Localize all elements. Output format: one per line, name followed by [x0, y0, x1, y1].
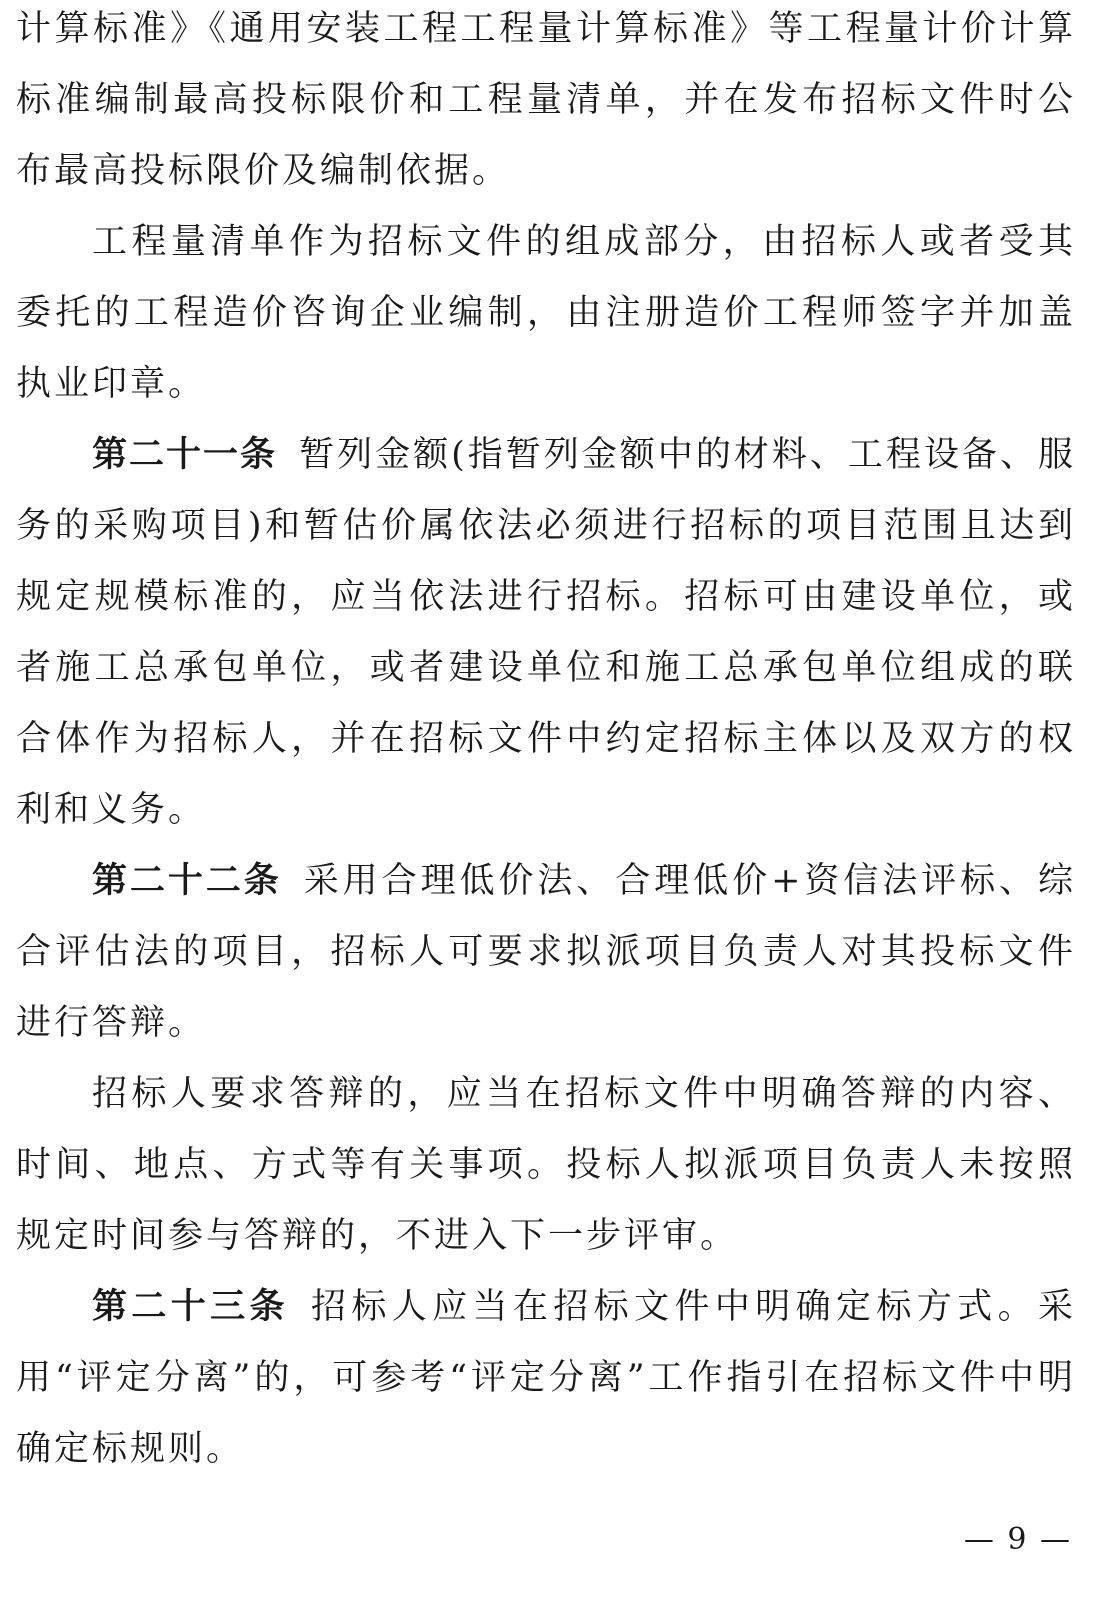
article-text: 招标人应当在招标文件中明确定标方式。采用“评定分离”的，可参考“评定分离”工作指引在招标文件中明确定标规则。 [16, 1287, 1076, 1469]
page-number: — 9 — [963, 1522, 1072, 1557]
article-text: 采用合理低价法、合理低价+资信法评标、综合评估法的项目，招标人可要求拟派项目负责人对其投标文件进行答辩。 [16, 861, 1076, 1043]
paragraph-text: 计算标准》《通用安装工程工程量计算标准》等工程量计价计算标准编制最高投标限价和工程量清单，并在发布招标文件时公布最高投标限价及编制依据。 [16, 9, 1076, 191]
article-22 [16, 846, 1076, 1059]
paragraph-text: 工程量清单作为招标文件的组成部分，由招标人或者受其委托的工程造价咨询企业编制，由注册造价工程师签字并加盖执业印章。 [16, 222, 1076, 404]
paragraph-continuation [16, 0, 1076, 207]
paragraph-text: 招标人要求答辩的，应当在招标文件中明确答辩的内容、时间、地点、方式等有关事项。投标人拟派项目负责人未按照规定时间参与答辩的，不进入下一步评审。 [16, 1074, 1076, 1256]
article-23 [16, 1272, 1076, 1485]
article-number: 第二十三条 [92, 1287, 289, 1327]
document-page [16, 0, 1076, 1485]
article-number: 第二十二条 [92, 861, 282, 901]
paragraph-defense-requirements [16, 1059, 1076, 1272]
article-text: 暂列金额(指暂列金额中的材料、工程设备、服务的采购项目)和暂估价属依法必须进行招标的项目范围且达到规定规模标准的，应当依法进行招标。招标可由建设单位，或者施工总承包单位，或者建设单位和施工总承包单位组成的联合体作为招标人，并在招标文件中约定招标主体以及双方的权利和义务。 [16, 435, 1076, 830]
paragraph-bill-of-quantities [16, 207, 1076, 420]
article-21 [16, 420, 1076, 846]
article-number: 第二十一条 [92, 435, 278, 475]
